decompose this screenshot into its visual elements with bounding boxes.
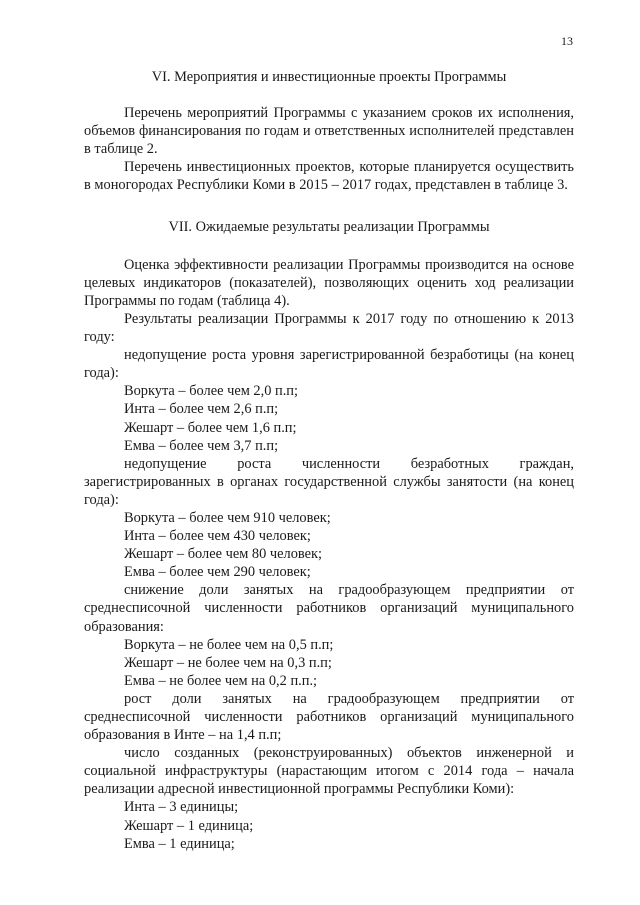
section-7-title: VII. Ожидаемые результаты реализации Программы bbox=[168, 218, 490, 235]
share-decrease-text: снижение доли занятых на градообразующем предприятии от среднесписочной численности работников организаций муниципального образования: bbox=[84, 582, 574, 635]
section-6-title: VI. Мероприятия и инвестиционные проекты Программы bbox=[151, 69, 507, 85]
list-item: Жешарт – не более чем на 0,3 п.п; bbox=[124, 654, 332, 671]
results-lead: Результаты реализации Программы к 2017 году по отношению к 2013 году: bbox=[84, 310, 574, 346]
list-item: Инта – более чем 430 человек; bbox=[124, 528, 311, 545]
section-6-paragraph-1: Перечень мероприятий Программы с указанием сроков их исполнения, объемов финансирования по годам и ответственных исполнителей представлен в таблице 2. bbox=[84, 105, 574, 158]
page-number: 13 bbox=[561, 34, 573, 48]
list-item: Емва – не более чем на 0,2 п.п.; bbox=[124, 672, 318, 689]
list-item: Инта – 3 единицы; bbox=[124, 799, 239, 816]
section-6-paragraph-2: Перечень инвестиционных проектов, которые планируется осуществить в моногородах Республики Коми в 2015 – 2017 годах, представлен в таблице 3. bbox=[84, 159, 574, 194]
share-increase-text: рост доли занятых на градообразующем предприятии от среднесписочной численности работников организаций муниципального образования в Инте – на 1,4 п.п; bbox=[84, 690, 574, 744]
unemployment-level-text: недопущение роста уровня зарегистрированной безработицы (на конец года): bbox=[84, 347, 574, 382]
list-item: Жешарт – более чем 80 человек; bbox=[124, 546, 322, 563]
list-item: Инта – более чем 2,6 п.п; bbox=[124, 401, 279, 418]
list-item: Емва – более чем 290 человек; bbox=[124, 564, 311, 581]
list-item: Емва – 1 единица; bbox=[124, 835, 235, 852]
unemployed-count-text: недопущение роста численности безработных граждан, зарегистрированных в органах государственной службы занятости (на конец года): bbox=[84, 455, 574, 508]
list-item: Воркута – более чем 2,0 п.п; bbox=[124, 383, 299, 400]
infrastructure-text: число созданных (реконструированных) объектов инженерной и социальной инфраструктуры (нарастающим итогом с 2014 года – начала реализации адресной инвестиционной программы Республики Коми): bbox=[84, 745, 574, 798]
list-item: Жешарт – более чем 1,6 п.п; bbox=[124, 419, 297, 436]
list-item: Воркута – более чем 910 человек; bbox=[124, 509, 331, 526]
list-item: Воркута – не более чем на 0,5 п.п; bbox=[124, 636, 334, 653]
list-item: Емва – более чем 3,7 п.п; bbox=[124, 437, 279, 454]
section-7-intro: Оценка эффективности реализации Программы производится на основе целевых индикаторов (показателей), позволяющих оценить ход реализации Программы по годам (таблица 4). bbox=[84, 256, 574, 309]
page-content bbox=[84, 68, 574, 853]
list-item: Жешарт – 1 единица; bbox=[124, 817, 254, 834]
